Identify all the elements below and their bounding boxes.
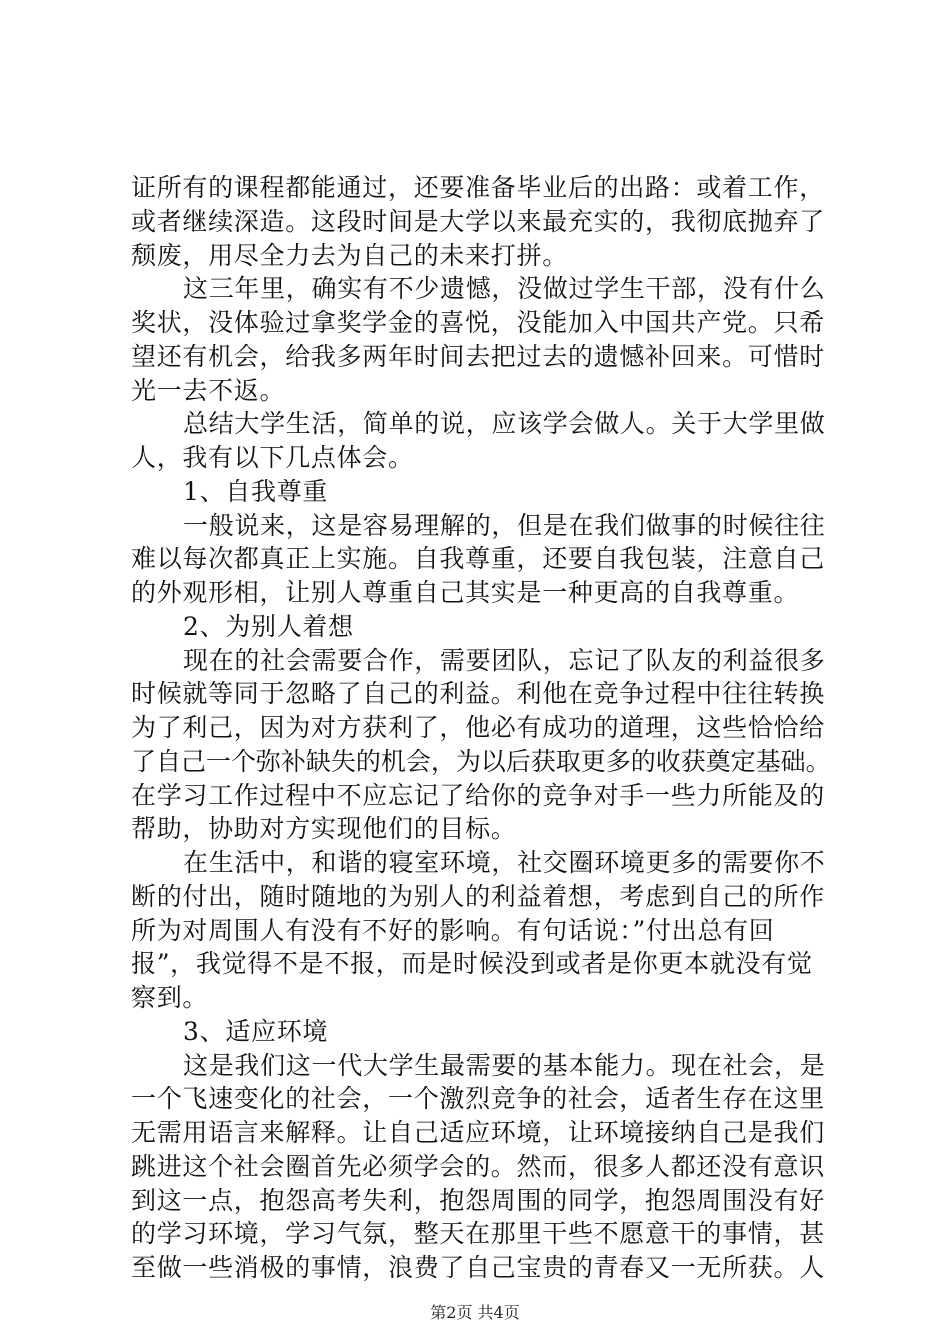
- text-line: 至做一些消极的事情，浪费了自己宝贵的青春又一无所获。人: [131, 1253, 825, 1282]
- text-line: 到这一点，抱怨高考失利，抱怨周围的同学，抱怨周围没有好: [131, 1185, 825, 1215]
- text-line: 3、适应环境: [183, 1016, 329, 1046]
- text-line: 在生活中，和谐的寝室环境，社交圈环境更多的需要你不: [183, 848, 826, 877]
- text-line: 证所有的课程都能通过，还要准备毕业后的出路：或着工作，: [131, 173, 825, 202]
- text-line: 一般说来，这是容易理解的，但是在我们做事的时候往往: [183, 510, 826, 540]
- text-line: 奖状，没体验过拿奖学金的喜悦，没能加入中国共产党。只希: [131, 308, 825, 337]
- text-line: 所为对周围人有没有不好的影响。有句话说：”付出总有回: [131, 915, 775, 945]
- page-footer: 第2页 共4页: [430, 1303, 520, 1322]
- text-line: 总结大学生活，简单的说，应该学会做人。关于大学里做: [183, 409, 826, 439]
- text-line: 报”，我觉得不是不报，而是时候没到或者是你更本就没有觉: [131, 949, 813, 979]
- text-line: 人，我有以下几点体会。: [131, 443, 414, 472]
- text-line: 这是我们这一代大学生最需要的基本能力。现在社会，是: [183, 1050, 826, 1080]
- text-line: 2、为别人着想: [183, 611, 354, 641]
- text-line: 的外观形相，让别人尊重自己其实是一种更高的自我尊重。: [131, 578, 800, 607]
- text-line: 或者继续深造。这段时间是大学以来最充实的，我彻底抛弃了: [131, 206, 825, 236]
- text-line: 现在的社会需要合作，需要团队，忘记了队友的利益很多: [183, 645, 826, 675]
- text-line: 跳进这个社会圈首先必须学会的。然而，很多人都还没有意识: [131, 1151, 825, 1181]
- text-line: 1、自我尊重: [183, 476, 329, 506]
- text-line: 在学习工作过程中不应忘记了给你的竞争对手一些力所能及的: [131, 780, 825, 810]
- text-line: 难以每次都真正上实施。自我尊重，还要自我包装，注意自己: [131, 544, 825, 574]
- text-line: 无需用语言来解释。让自己适应环境，让环境接纳自己是我们: [131, 1118, 825, 1147]
- text-line: 光一去不返。: [131, 375, 286, 405]
- text-line: 的学习环境，学习气氛，整天在那里干些不愿意干的事情，甚: [131, 1219, 825, 1249]
- text-line: 这三年里，确实有不少遗憾，没做过学生干部，没有什么: [183, 274, 826, 304]
- text-line: 察到。: [131, 983, 209, 1012]
- text-line: 帮助，协助对方实现他们的目标。: [131, 814, 517, 844]
- text-line: 断的付出，随时随地的为别人的利益着想，考虑到自己的所作: [131, 881, 825, 911]
- text-line: 时候就等同于忽略了自己的利益。利他在竞争过程中往往转换: [131, 679, 825, 709]
- text-line: 为了利己，因为对方获利了，他必有成功的道理，这些恰恰给: [131, 713, 825, 742]
- text-line: 颓废，用尽全力去为自己的未来打拼。: [131, 240, 568, 270]
- text-line: 一个飞速变化的社会，一个激烈竞争的社会，适者生存在这里: [131, 1084, 825, 1114]
- text-line: 望还有机会，给我多两年时间去把过去的遗憾补回来。可惜时: [131, 341, 825, 371]
- text-line: 了自己一个弥补缺失的机会，为以后获取更多的收获奠定基础。: [131, 746, 831, 776]
- document-body: [131, 171, 831, 1285]
